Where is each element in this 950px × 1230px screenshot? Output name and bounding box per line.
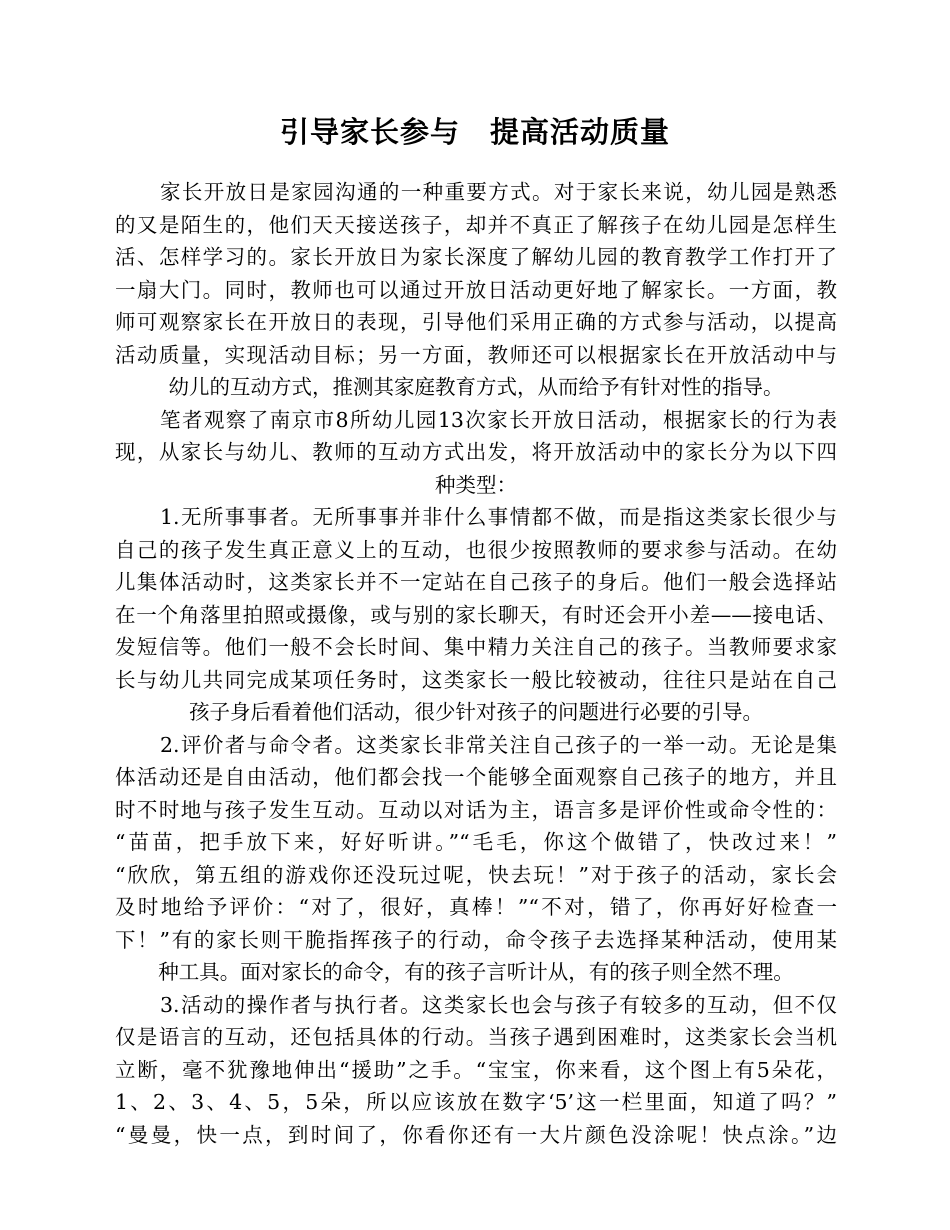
paragraph-line: 仅是语言的互动，还包括具体的行动。当孩子遇到困难时，这类家长会当机 [115, 1025, 837, 1049]
paragraph-line: 长与幼儿共同完成某项任务时，这类家长一般比较被动，往往只是站在自己 [115, 667, 837, 692]
document-body [115, 176, 837, 1151]
paragraph-line: 自己的孩子发生真正意义上的互动，也很少按照教师的要求参与活动。在幼 [115, 537, 837, 562]
paragraph-line: 儿集体活动时，这类家长并不一定站在自己孩子的身后。他们一般会选择站 [115, 570, 837, 594]
paragraph-line: 活动质量，实现活动目标；另一方面，教师还可以根据家长在开放活动中与 [115, 342, 837, 367]
document-title: 引导家长参与 提高活动质量 [279, 115, 670, 149]
paragraph-line: “曼曼，快一点，到时间了，你看你还有一大片颜色没涂呢！快点涂。”边 [115, 1122, 837, 1147]
paragraph-line: 幼儿的互动方式，推测其家庭教育方式，从而给予有针对性的指导。 [168, 375, 784, 399]
paragraph-line: 种类型： [435, 472, 517, 497]
paragraph-line: 一扇大门。同时，教师也可以通过开放日活动更好地了解家长。一方面，教 [115, 277, 837, 302]
paragraph-line: 2.评价者与命令者。这类家长非常关注自己孩子的一举一动。无论是集 [160, 732, 837, 757]
paragraph-line: 在一个角落里拍照或摄像，或与别的家长聊天，有时还会开小差——接电话、 [115, 602, 837, 627]
paragraph-line: 家长开放日是家园沟通的一种重要方式。对于家长来说，幼儿园是熟悉 [160, 180, 837, 204]
paragraph-line: “欣欣，第五组的游戏你还没玩过呢，快去玩！”对于孩子的活动，家长会 [115, 862, 837, 887]
paragraph-line: 种工具。面对家长的命令，有的孩子言听计从，有的孩子则全然不理。 [158, 960, 794, 984]
paragraph-line: 3.活动的操作者与执行者。这类家长也会与孩子有较多的互动，但不仅 [160, 992, 837, 1017]
paragraph-line: 时不时地与孩子发生互动。互动以对话为主，语言多是评价性或命令性的： [115, 797, 837, 822]
paragraph-line: 1、2、3、4、5，5朵，所以应该放在数字‘5’这一栏里面，知道了吗？” [115, 1090, 837, 1114]
paragraph-line: 体活动还是自由活动，他们都会找一个能够全面观察自己孩子的地方，并且 [115, 765, 837, 789]
paragraph-line: “苗苗，把手放下来，好好听讲。”“毛毛，你这个做错了，快改过来！” [115, 830, 837, 854]
paragraph-line: 及时地给予评价：“对了，很好，真棒！”“不对，错了，你再好好检查一 [115, 895, 837, 919]
paragraph-line: 下！”有的家长则干脆指挥孩子的行动，命令孩子去选择某种活动，使用某 [115, 927, 837, 952]
paragraph-line: 立断，毫不犹豫地伸出“援助”之手。“宝宝，你来看，这个图上有5朵花， [115, 1057, 837, 1082]
paragraph-line: 孩子身后看着他们活动，很少针对孩子的问题进行必要的引导。 [189, 700, 763, 724]
paragraph-line: 1.无所事事者。无所事事并非什么事情都不做，而是指这类家长很少与 [160, 505, 837, 529]
paragraph-line: 师可观察家长在开放日的表现，引导他们采用正确的方式参与活动，以提高 [115, 310, 837, 334]
paragraph-line: 现，从家长与幼儿、教师的互动方式出发，将开放活动中的家长分为以下四 [115, 440, 837, 464]
paragraph-line: 发短信等。他们一般不会长时间、集中精力关注自己的孩子。当教师要求家 [115, 635, 837, 659]
paragraph-line: 活、怎样学习的。家长开放日为家长深度了解幼儿园的教育教学工作打开了 [115, 245, 837, 269]
paragraph-line: 的又是陌生的，他们天天接送孩子，却并不真正了解孩子在幼儿园是怎样生 [115, 212, 837, 237]
paragraph-line: 笔者观察了南京市8所幼儿园13次家长开放日活动，根据家长的行为表 [160, 407, 837, 432]
